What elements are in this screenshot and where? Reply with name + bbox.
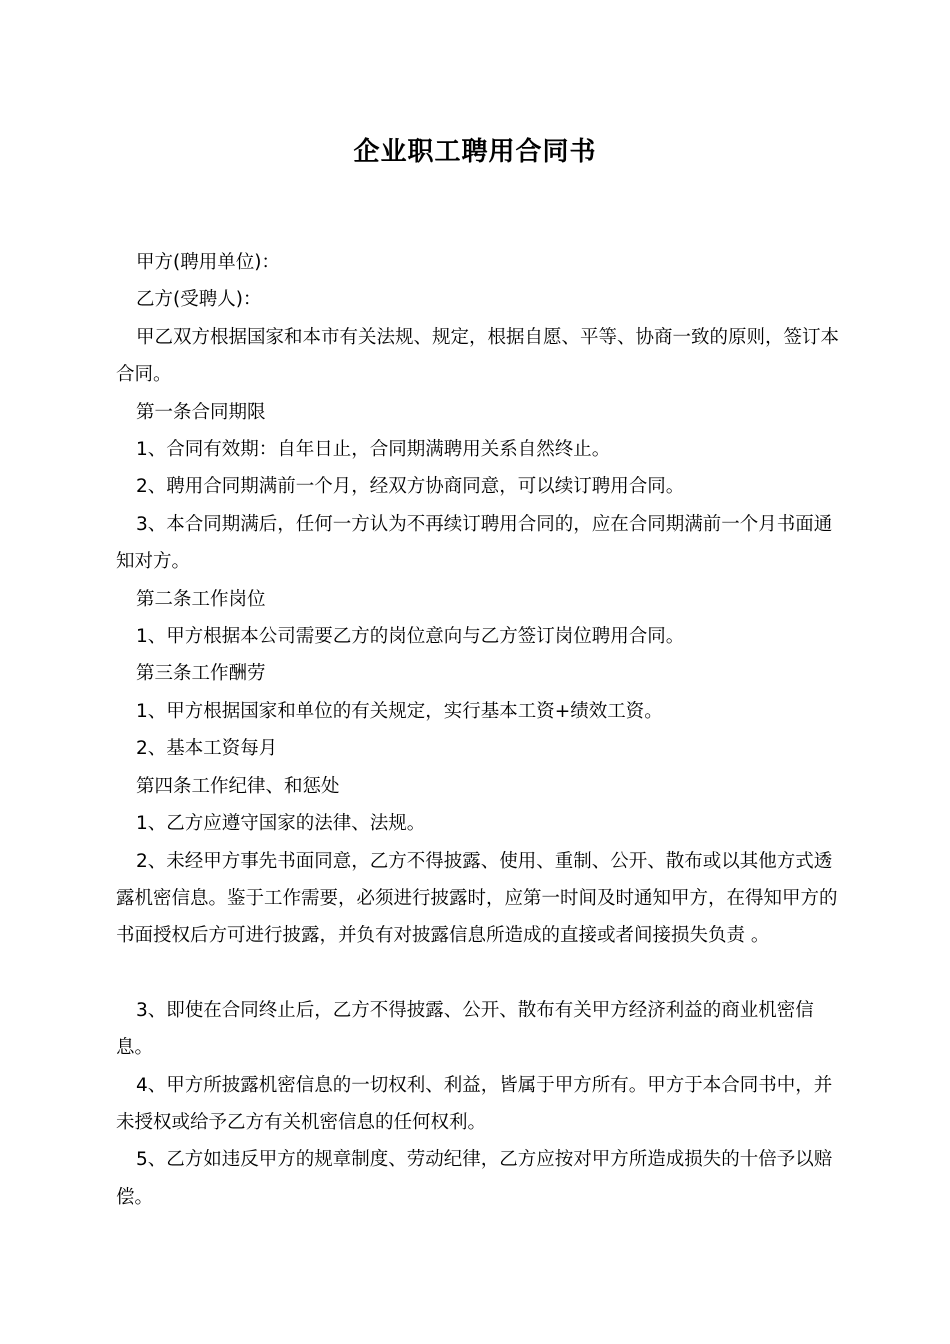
paragraph-spacer [116, 955, 846, 992]
article-4-clause-4: 4、甲方所披露机密信息的一切权利、利益，皆属于甲方所有。甲方于本合同书中，并未授权或给予乙方有关机密信息的任何权利。 [116, 1074, 833, 1133]
article-2-clause-1: 1、甲方根据本公司需要乙方的岗位意向与乙方签订岗位聘用合同。 [136, 626, 685, 648]
document-title: 企业职工聘用合同书 [353, 137, 597, 167]
article-4-clause-2: 2、未经甲方事先书面同意，乙方不得披露、使用、重制、公开、散布或以其他方式透露机密信息。鉴于工作需要，必须进行披露时，应第一时间及时通知甲方，在得知甲方的书面授权后方可进行披露，并负有对披露信息所造成的直接或者间接损失负责 。 [116, 850, 838, 947]
article-1-clause-3: 3、本合同期满后，任何一方认为不再续订聘用合同的，应在合同期满前一个月书面通知对方。 [116, 513, 833, 573]
document-body [116, 244, 846, 1216]
party-a-line: 甲方(聘用单位)： [136, 252, 280, 273]
article-1-heading: 第一条合同期限 [136, 401, 266, 423]
article-4-heading: 第四条工作纪律、和惩处 [136, 775, 340, 797]
article-1-clause-1: 1、合同有效期：自年日止，合同期满聘用关系自然终止。 [136, 439, 611, 461]
party-b-line: 乙方(受聘人)： [136, 289, 262, 311]
article-2-heading: 第二条工作岗位 [136, 588, 266, 610]
article-4-clause-1: 1、乙方应遵守国家的法律、法规。 [136, 813, 426, 835]
article-4-clause-3: 3、即使在合同终止后，乙方不得披露、公开、散布有关甲方经济利益的商业机密信息。 [116, 999, 814, 1059]
article-4-clause-5: 5、乙方如违反甲方的规章制度、劳动纪律，乙方应按对甲方所造成损失的十倍予以赔偿。 [116, 1149, 833, 1208]
article-3-heading: 第三条工作酬劳 [136, 663, 266, 685]
article-3-clause-2: 2、基本工资每月 [136, 738, 278, 760]
article-3-clause-1: 1、甲方根据国家和单位的有关规定，实行基本工资+绩效工资。 [136, 700, 663, 722]
intro-paragraph: 甲乙双方根据国家和本市有关法规、规定，根据自愿、平等、协商一致的原则，签订本合同。 [116, 326, 840, 386]
article-1-clause-2: 2、聘用合同期满前一个月，经双方协商同意，可以续订聘用合同。 [136, 476, 685, 498]
